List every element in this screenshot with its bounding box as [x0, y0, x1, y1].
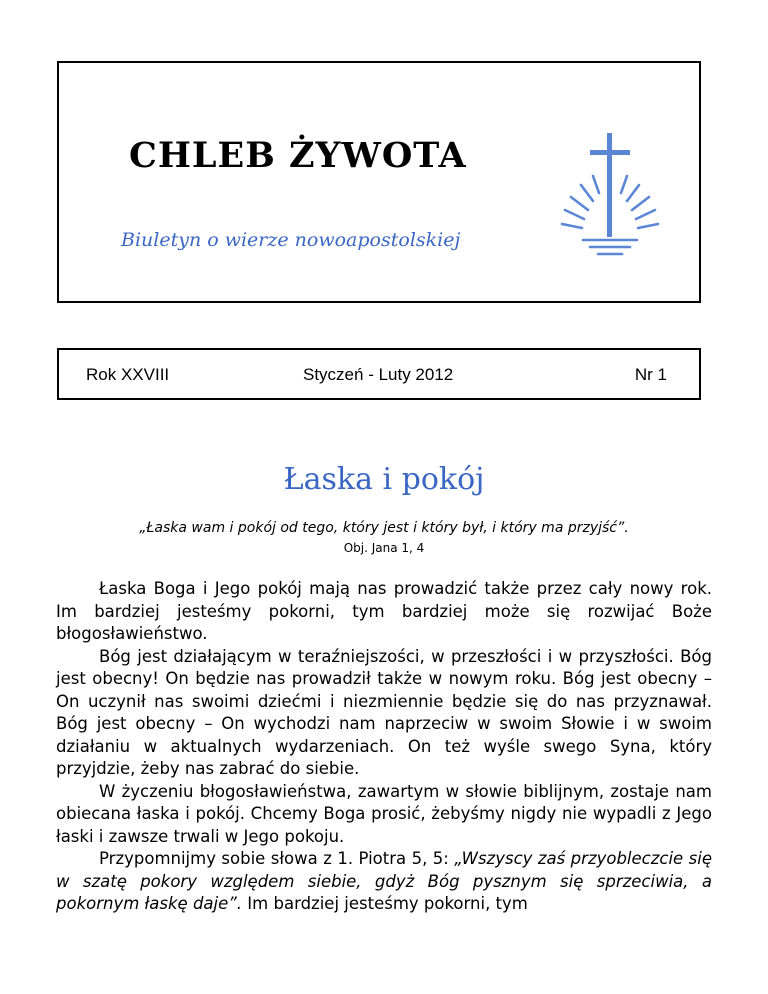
masthead-subtitle: Biuletyn o wierze nowoapostolskiej	[121, 229, 461, 251]
article-title: Łaska i pokój	[283, 462, 485, 497]
paragraph: Bóg jest działającym w teraźniejszości, w przeszłości i w przyszłości. Bóg jest obecny! On będzie nas prowadził także w nowym roku. Bóg jest obecny – On uczynił nas swoimi dziećmi i niezmiennie będzie się do nas przyznawał. Bóg jest obecny – On wychodzi nam naprzeciw w swoim Słowie i w swoim działaniu w aktualnych wydarzeniach. On też wyśle swego Syna, który przyjdzie, żeby nas zabrać do siebie.	[56, 646, 712, 778]
issue-date: Styczeń - Luty 2012	[303, 365, 454, 384]
paragraph-lead: Przypomnijmy sobie słowa z 1. Piotra 5, 5:	[99, 849, 455, 868]
epigraph-quote: „Łaska wam i pokój od tego, który jest i który był, i który ma przyjść”.	[139, 520, 629, 536]
masthead-box	[57, 61, 701, 303]
cross-sunrise-icon	[555, 129, 665, 261]
paragraph: W życzeniu błogosławieństwa, zawartym w słowie biblijnym, zostaje nam obiecana łaska i pokój. Chcemy Boga prosić, żebyśmy nigdy nie wypadli z Jego łaski i zawsze trwali w Jego pokoju.	[56, 781, 712, 846]
issue-number: Nr 1	[634, 365, 667, 384]
issue-year: Rok XXVIII	[86, 365, 170, 384]
epigraph-reference: Obj. Jana 1, 4	[343, 541, 425, 555]
article-body	[56, 578, 712, 916]
paragraph	[56, 848, 712, 916]
masthead-title: CHLEB ŻYWOTA	[129, 135, 467, 176]
paragraph-tail: Im bardziej jesteśmy pokorni, tym	[242, 894, 528, 913]
paragraph: Łaska Boga i Jego pokój mają nas prowadzić także przez cały nowy rok. Im bardziej jesteśmy pokorni, tym bardziej może się rozwijać Boże błogosławieństwo.	[56, 579, 712, 643]
scripture-quote: „Wszyscy zaś przyobleczcie się w szatę pokory względem siebie, gdyż Bóg pysznym się sprzeciwia, a pokornym łaskę daje”.	[56, 849, 712, 913]
issue-info-bar	[57, 348, 701, 400]
